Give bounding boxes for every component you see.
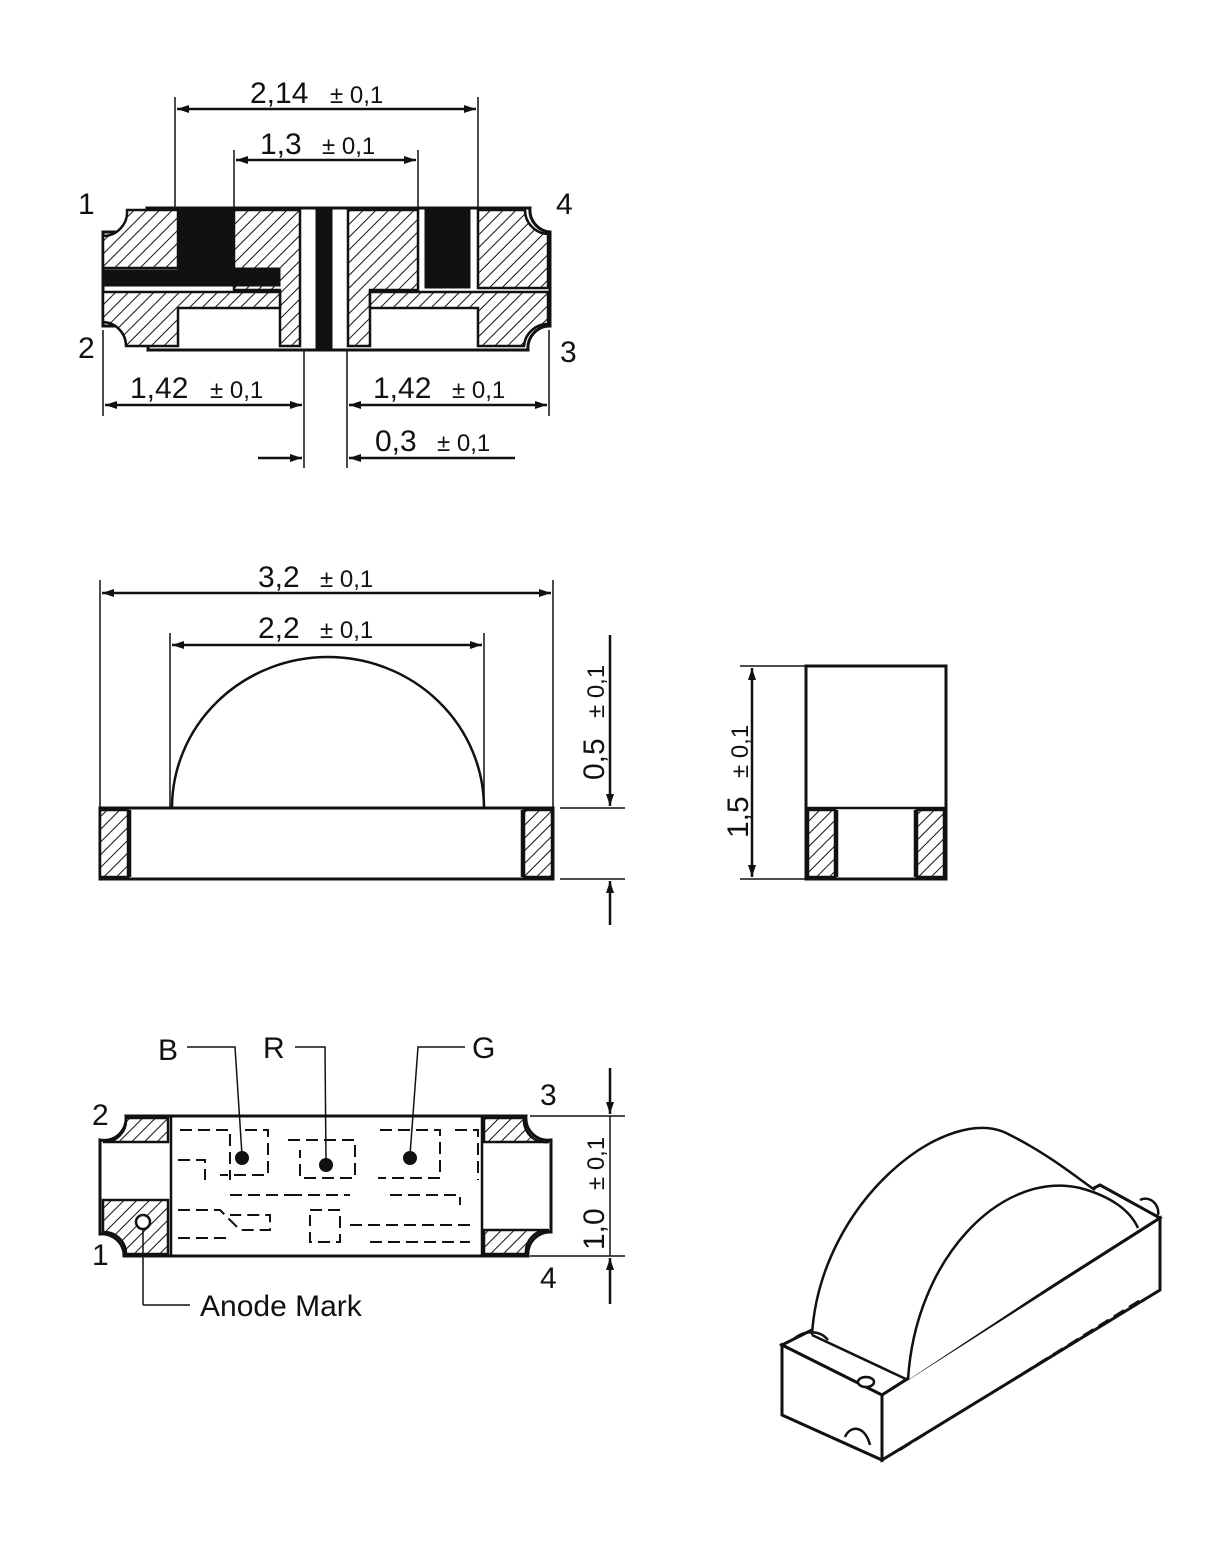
bottom-pin-label-4: 4 xyxy=(540,1262,557,1295)
dim-height-tol: ± 0,1 xyxy=(727,724,754,778)
pad-top-left xyxy=(103,210,178,268)
dim-dome-tol: ± 0,1 xyxy=(320,617,374,644)
dim-width-value: 1,0 xyxy=(578,1208,611,1250)
dim-inner-tol: ± 0,1 xyxy=(322,133,376,160)
anode-pad xyxy=(103,1200,168,1254)
label-green: G xyxy=(472,1032,496,1065)
trace-right xyxy=(425,210,470,288)
dim-left-tol: ± 0,1 xyxy=(210,377,264,404)
anode-mark-label: Anode Mark xyxy=(200,1290,362,1323)
bottom-pin-label-2: 2 xyxy=(92,1099,109,1132)
dim-dome-height-tol: ± 0,1 xyxy=(583,664,610,718)
top-view xyxy=(78,77,577,468)
end-view xyxy=(722,666,946,879)
pin-label-2: 2 xyxy=(78,332,95,365)
package-3d-icon xyxy=(782,1128,1160,1460)
pin-label-3: 3 xyxy=(560,336,577,369)
dim-right-value: 1,42 xyxy=(373,372,432,405)
dim-overall-value: 2,14 xyxy=(250,77,309,110)
pad-top-right xyxy=(478,210,548,288)
dim-dome-height-value: 0,5 xyxy=(578,738,611,780)
label-blue: B xyxy=(158,1034,179,1067)
pin-label-4: 4 xyxy=(556,188,573,221)
dim-length-value: 3,2 xyxy=(258,561,300,594)
dim-height-value: 1,5 xyxy=(722,796,755,838)
bottom-pin-label-3: 3 xyxy=(540,1079,557,1112)
side-view xyxy=(100,561,625,925)
dim-gap-value: 0,3 xyxy=(375,425,417,458)
trace-center xyxy=(316,210,332,348)
dim-inner-value: 1,3 xyxy=(260,128,302,161)
dim-width-tol: ± 0,1 xyxy=(583,1136,610,1190)
anode-mark-icon xyxy=(136,1215,150,1229)
dim-dome-value: 2,2 xyxy=(258,612,300,645)
bottom-pin-label-1: 1 xyxy=(92,1239,109,1272)
dim-length-tol: ± 0,1 xyxy=(320,566,374,593)
dim-overall-tol: ± 0,1 xyxy=(330,82,384,109)
label-red: R xyxy=(263,1032,285,1065)
dim-gap-tol: ± 0,1 xyxy=(437,430,491,457)
dim-right-tol: ± 0,1 xyxy=(452,377,506,404)
bottom-view xyxy=(92,1032,625,1323)
pin-label-1: 1 xyxy=(78,188,95,221)
dim-left-value: 1,42 xyxy=(130,372,189,405)
